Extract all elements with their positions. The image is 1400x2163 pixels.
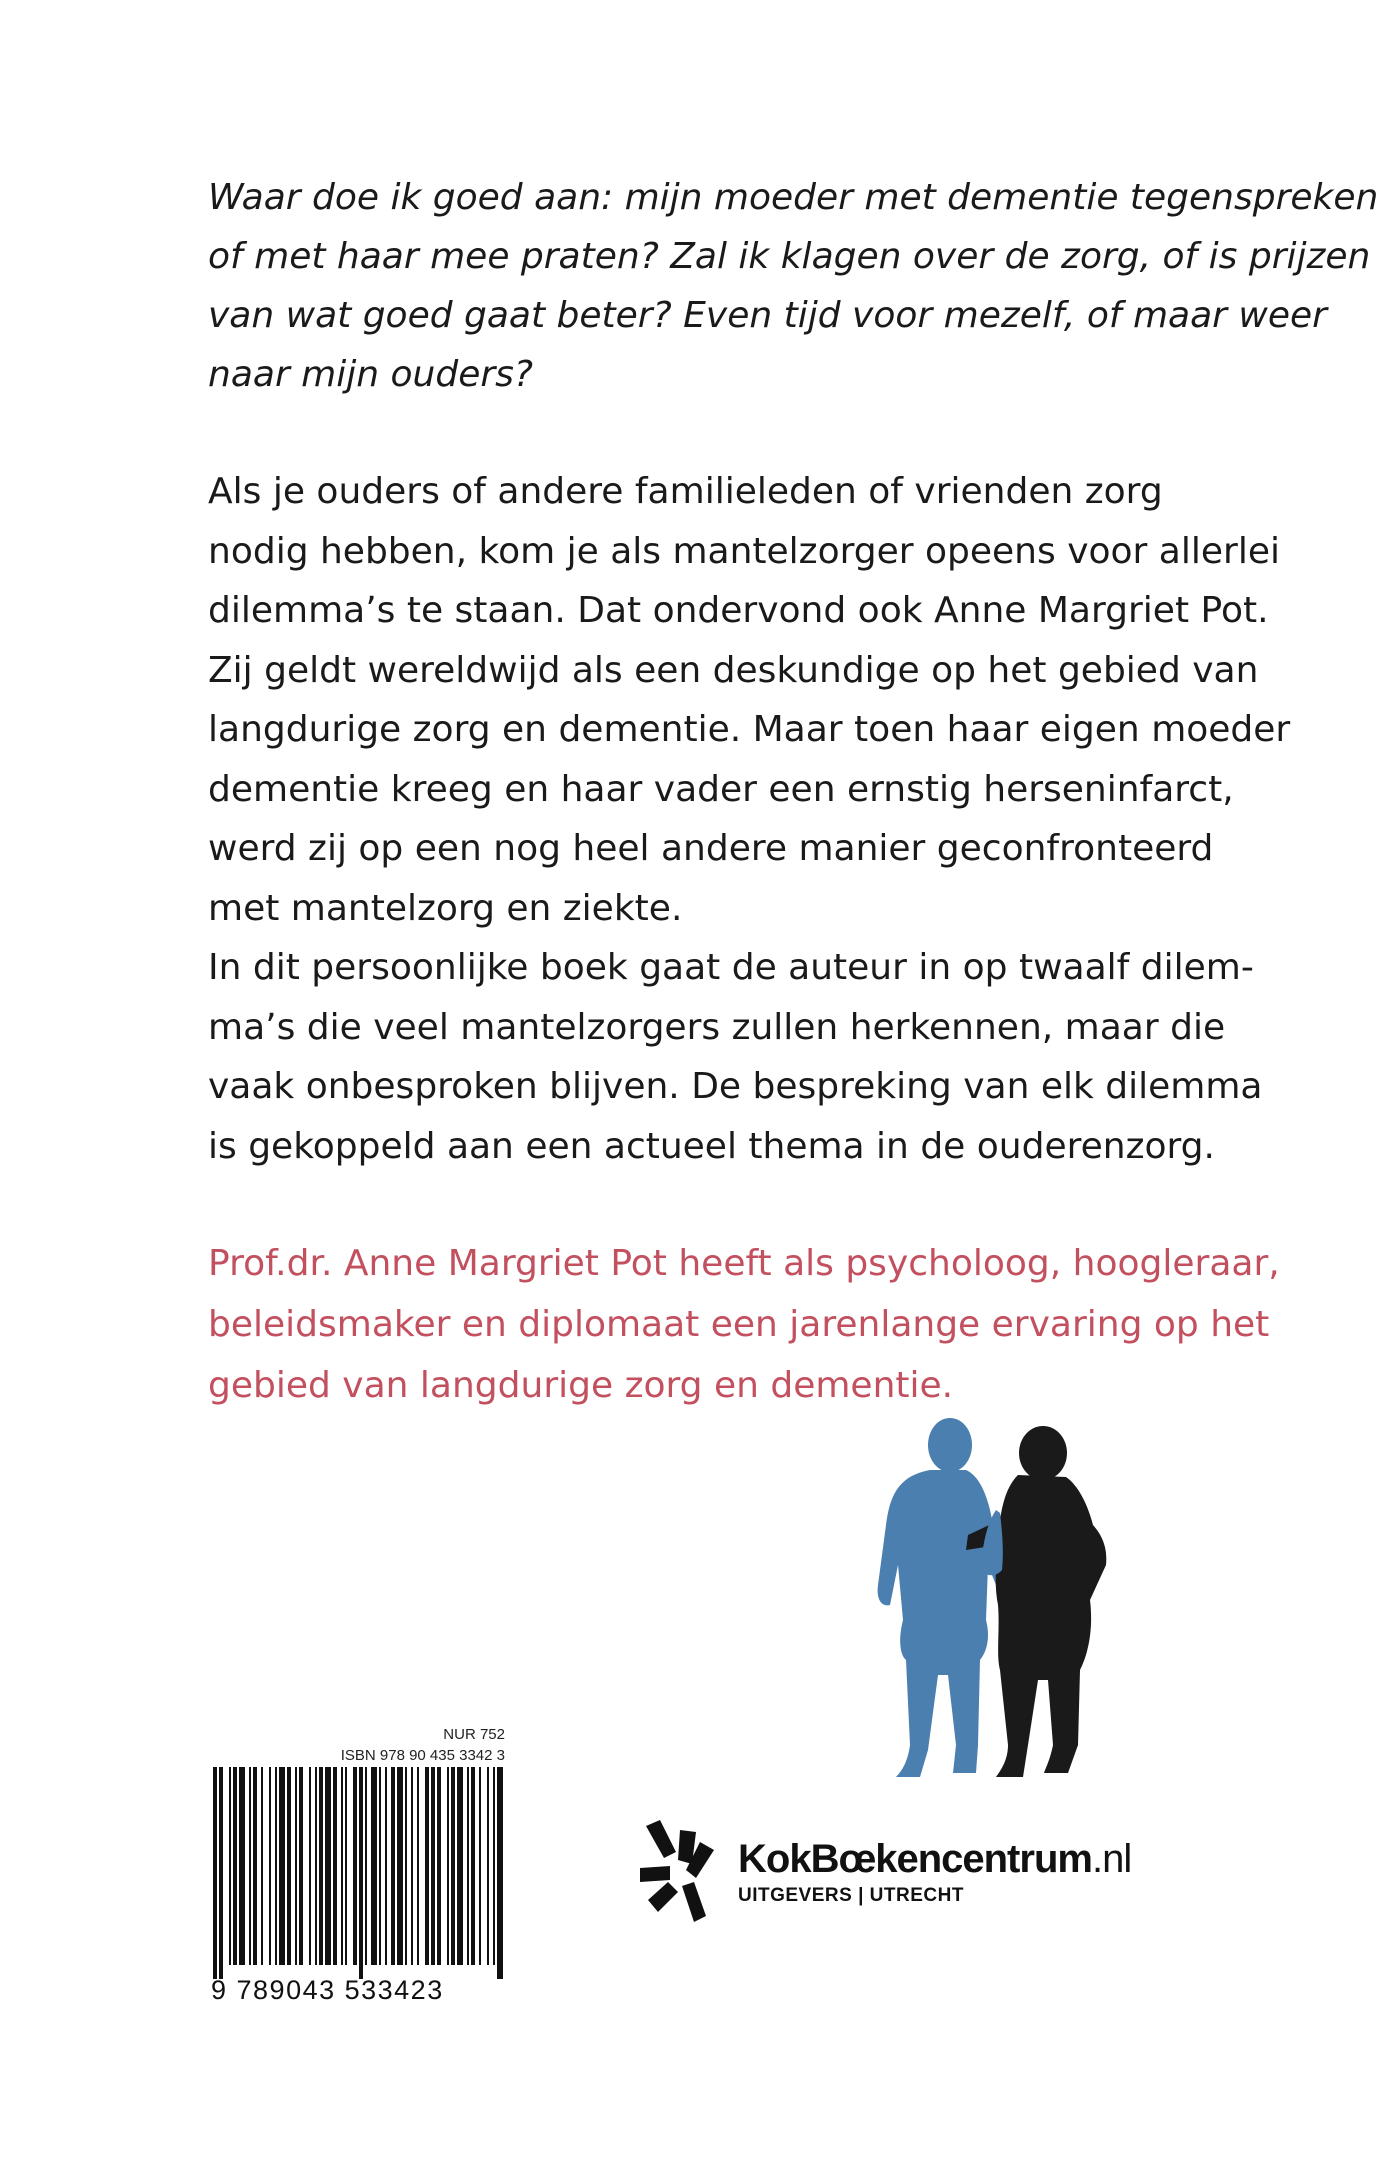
barcode-block — [209, 1725, 509, 2006]
intro-line: of met haar mee praten? Zal ik klagen over de zorg, of is prijzen — [208, 236, 1371, 277]
intro-line: van wat goed gaat beter? Even tijd voor mezelf, of maar weer — [208, 295, 1327, 336]
intro-text — [208, 168, 1379, 404]
blurb-line: nodig hebben, kom je als mantelzorger opeens voor allerlei — [208, 530, 1280, 572]
blurb-line: dilemma’s te staan. Dat ondervond ook Anne Margriet Pot. — [208, 590, 1269, 631]
blurb-line: Zij geldt wereldwijd als een deskundige op het gebied van — [208, 649, 1259, 691]
publisher-name-main: KokBœkencentrum — [738, 1837, 1092, 1881]
blurb-line: werd zij op een nog heel andere manier geconfronteerd — [208, 828, 1214, 869]
publisher-wordmark — [738, 1837, 1131, 1907]
nur-code: NUR 752 — [443, 1726, 505, 1743]
intro-line: naar mijn ouders? — [208, 354, 534, 395]
intro-line: Waar doe ik goed aan: mijn moeder met dementie tegenspreken — [208, 177, 1379, 218]
publisher-logo[interactable] — [640, 1820, 1131, 1924]
barcode-icon — [209, 1767, 509, 1979]
author-bio-line: Prof.dr. Anne Margriet Pot heeft als psycholoog, hoogleraar, — [208, 1243, 1280, 1284]
blurb-line: Als je ouders of andere familieleden of vrienden zorg — [208, 471, 1163, 512]
publisher-subtitle: UITGEVERS | UTRECHT — [738, 1885, 964, 1906]
silhouette-illustration — [868, 1415, 1148, 1795]
kokboekencentrum-logo-icon — [640, 1820, 720, 1924]
blurb-line: met mantelzorg en ziekte. — [208, 887, 683, 929]
publisher-name — [738, 1837, 1131, 1881]
publisher-tld: .nl — [1091, 1837, 1132, 1881]
blurb-text — [208, 462, 1291, 1176]
blurb-line: In dit persoonlijke boek gaat de auteur in op twaalf dilem- — [208, 947, 1254, 988]
blurb-line: vaak onbesproken blijven. De bespreking van elk dilemma — [208, 1066, 1263, 1107]
black-person-silhouette — [966, 1426, 1106, 1777]
author-bio — [208, 1233, 1280, 1416]
isbn-text: ISBN 978 90 435 3342 3 — [340, 1747, 505, 1764]
blurb-line: is gekoppeld aan een actueel thema in de ouderenzorg. — [208, 1125, 1215, 1167]
barcode-number: 9 789043 533423 — [211, 1975, 444, 2005]
author-bio-line: gebied van langdurige zorg en dementie. — [208, 1365, 954, 1406]
author-bio-line: beleidsmaker en diplomaat een jarenlange ervaring op het — [208, 1304, 1270, 1345]
blurb-line: ma’s die veel mantelzorgers zullen herkennen, maar die — [208, 1006, 1226, 1048]
blurb-line: dementie kreeg en haar vader een ernstig herseninfarct, — [208, 768, 1234, 810]
blurb-line: langdurige zorg en dementie. Maar toen haar eigen moeder — [208, 709, 1291, 750]
